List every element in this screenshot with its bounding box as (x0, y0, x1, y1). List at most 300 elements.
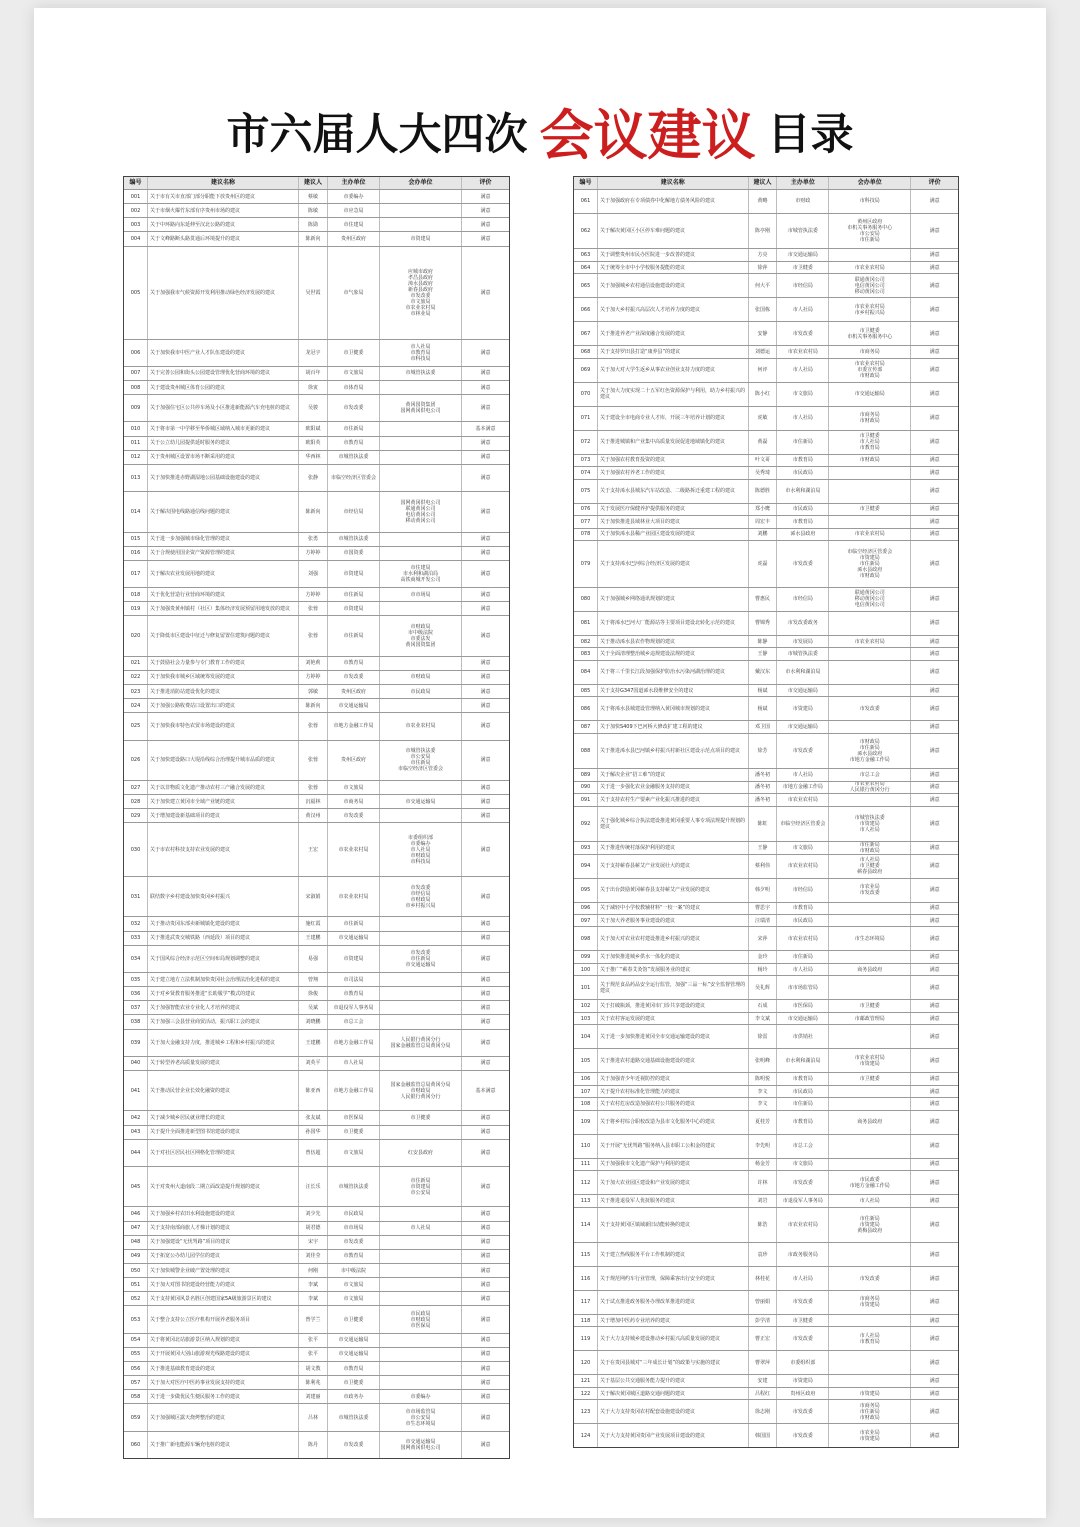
cell-host-unit: 市临空经济区管委会 (328, 465, 380, 491)
cell-evaluation: 满意 (929, 724, 940, 731)
cell-number: 101 (574, 976, 598, 999)
cell-number: 054 (124, 1334, 148, 1347)
cell-number: 056 (124, 1362, 148, 1375)
cell-number: 050 (124, 1264, 148, 1277)
cell-proposal-name: 关于推动贵冈东部卖新城镇化建设的建议 (148, 917, 299, 930)
cell-proposal-name: 关于转型养老高质量发展的建议 (148, 1057, 299, 1070)
cell-number: 010 (124, 422, 148, 435)
cell-host-unit: 市资建局 (777, 1375, 829, 1386)
cell-evaluation: 满意 (480, 1379, 491, 1386)
cell-proposer: 吴骏 (299, 395, 328, 421)
cell-evaluation: 满意 (929, 917, 940, 924)
cell-evaluation: 满意 (929, 488, 940, 495)
table-row (124, 1111, 509, 1125)
cell-co-units (380, 218, 462, 231)
cell-evaluation: 满意 (480, 1295, 491, 1302)
table-row (574, 359, 958, 383)
cell-number: 055 (124, 1348, 148, 1361)
cell-evaluation: 满意 (929, 560, 940, 567)
cell-host-unit: 市住新局 (328, 588, 380, 601)
cell-proposer: 胡百年 (299, 367, 328, 380)
cell-proposal-name: 关于加快我市特色农贸市场建设的建议 (148, 713, 299, 739)
cell-proposal-name: 关于推动浠水县农作物规划的建议 (598, 636, 749, 647)
table-row (124, 1030, 509, 1057)
cell-proposal-name: 关于完善公园和街头公园建设管理优化营商环境的建议 (148, 367, 299, 380)
header-proposal-name: 建议名称 (598, 177, 749, 189)
cell-number: 123 (574, 1400, 598, 1423)
cell-co-units: 市卫健委 市机关事务服务中心 (829, 322, 911, 345)
cell-number: 120 (574, 1351, 598, 1374)
cell-host-unit: 贵州区政府 (328, 232, 380, 245)
cell-host-unit: 市政务办 (328, 1390, 380, 1403)
cell-co-units: 市城管执法委 (380, 367, 462, 380)
cell-host-unit: 市城管执法委 (777, 214, 829, 248)
cell-proposer: 刘艳莉 (299, 657, 328, 670)
table-row (124, 381, 509, 395)
left-table (123, 176, 510, 1459)
cell-evaluation: 满意 (480, 193, 491, 200)
cell-number: 113 (574, 1195, 598, 1206)
cell-number: 094 (574, 855, 598, 878)
table-row (574, 190, 958, 214)
cell-host-unit: 市卫健委 (777, 262, 829, 273)
cell-evaluation: 基本满意 (475, 1087, 496, 1094)
cell-number: 019 (124, 602, 148, 615)
cell-number: 107 (574, 1086, 598, 1097)
title-part-1: 市六届人大四次 (226, 109, 528, 160)
cell-proposal-name: 关于推进退役军人优抚服务的建议 (598, 1195, 749, 1206)
cell-number: 009 (124, 395, 148, 421)
cell-evaluation: 满意 (929, 1161, 940, 1168)
cell-host-unit: 市住新局 (777, 431, 829, 454)
cell-number: 042 (124, 1111, 148, 1124)
cell-proposal-name: 关于鼓励社会力量参与专门教育工作的建议 (148, 657, 299, 670)
cell-co-units: 市交通运输局 国网黄冈供电公司 (380, 1432, 462, 1458)
cell-evaluation: 满意 (929, 439, 940, 446)
table-row (124, 809, 509, 823)
cell-proposer: 叶文哥 (749, 455, 778, 466)
cell-proposer: 刘少先 (299, 1207, 328, 1220)
cell-host-unit: 市农业农村局 (328, 823, 380, 876)
cell-number: 087 (574, 721, 598, 732)
cell-proposer: 汪瑞清 (749, 915, 778, 926)
cell-proposer: 张蓉 (299, 781, 328, 794)
cell-number: 031 (124, 877, 148, 916)
cell-proposal-name: 关于将浠水县城建设管理纳入黄冈城市规划的建议 (598, 697, 749, 720)
cell-host-unit: 市供销社 (777, 1025, 829, 1048)
cell-evaluation: 满意 (480, 1114, 491, 1121)
cell-number: 085 (574, 685, 598, 696)
cell-evaluation: 满意 (929, 198, 940, 205)
cell-proposer: 吴礼辉 (749, 976, 778, 999)
cell-co-units: 市生态环境局 (829, 927, 911, 950)
cell-host-unit: 市城管执法委 (328, 1404, 380, 1430)
table-row (574, 807, 958, 842)
cell-proposal-name: 关于发展医疗保健养护提供服务的建议 (598, 504, 749, 515)
table-row (574, 1424, 958, 1447)
cell-proposer: 陈利兆 (299, 1376, 328, 1389)
cell-proposer: 吴世霞 (299, 247, 328, 339)
cell-host-unit: 市司法局 (328, 973, 380, 986)
cell-number: 102 (574, 1000, 598, 1011)
page-title (0, 96, 1080, 166)
cell-evaluation: 满意 (480, 605, 491, 612)
table-row (574, 976, 958, 1000)
cell-number: 034 (124, 946, 148, 972)
cell-evaluation: 满意 (480, 688, 491, 695)
cell-host-unit: 市退役军人事务局 (777, 1195, 829, 1206)
cell-co-units (380, 1236, 462, 1249)
cell-host-unit: 市发改委 (777, 541, 829, 587)
cell-evaluation: 满意 (929, 469, 940, 476)
cell-host-unit: 贵州区政府 (328, 741, 380, 780)
cell-number: 068 (574, 346, 598, 357)
cell-proposer: 吕林 (299, 1404, 328, 1430)
cell-co-units: 市市场局 (380, 588, 462, 601)
cell-evaluation: 满意 (929, 349, 940, 356)
cell-number: 092 (574, 807, 598, 841)
cell-co-units: 市邮政管理局 (829, 1013, 911, 1024)
cell-host-unit: 市水利和湖泊局 (777, 1049, 829, 1072)
cell-proposer: 潘冬初 (749, 794, 778, 805)
cell-co-units: 商务县政府 (829, 964, 911, 975)
cell-number: 029 (124, 809, 148, 822)
cell-proposal-name: 关于基层公共交通服务能力提升的建议 (598, 1375, 749, 1386)
cell-proposer: 吴斌 (299, 1001, 328, 1014)
cell-host-unit: 市应急局 (328, 204, 380, 217)
cell-proposer: 张勇 (299, 533, 328, 546)
cell-co-units (829, 1025, 911, 1048)
cell-co-units (829, 976, 911, 999)
table-row (574, 1243, 958, 1267)
cell-number: 044 (124, 1140, 148, 1166)
table-row (124, 1140, 509, 1167)
cell-number: 021 (124, 657, 148, 670)
table-row (574, 431, 958, 455)
cell-host-unit: 市卫健委 (328, 1126, 380, 1139)
cell-number: 014 (124, 492, 148, 531)
table-row (574, 903, 958, 915)
cell-host-unit: 市发改委 (328, 809, 380, 822)
cell-evaluation: 满意 (480, 454, 491, 461)
cell-co-units: 商务县政府 (829, 1111, 911, 1134)
cell-proposer: 蔡敏 (299, 190, 328, 203)
cell-host-unit: 市政务服务局 (777, 1243, 829, 1266)
cell-co-units (380, 381, 462, 394)
table-row (124, 232, 509, 246)
cell-host-unit: 贵州区政府 (328, 685, 380, 698)
cell-proposal-name: 关于对社区居民社区网格化管理的建议 (148, 1140, 299, 1166)
cell-proposal-name: 关于加快推进城乡供水一体化的建议 (598, 951, 749, 962)
cell-co-units (380, 987, 462, 1000)
cell-host-unit: 市退役军人事务局 (328, 1001, 380, 1014)
cell-proposal-name: 关于开展黄冈大别山旅游观光线路建设的建议 (148, 1348, 299, 1361)
table-row (574, 383, 958, 407)
cell-proposal-name: 关于将市第一中学移至华侨城区域纳入城市更新的建议 (148, 422, 299, 435)
cell-evaluation: 满意 (929, 966, 940, 973)
cell-co-units: 市商务局 市财政局 (829, 407, 911, 430)
cell-proposer: 黄略 (749, 190, 778, 213)
cell-proposal-name: 关于加强青少年近视防控的建议 (598, 1073, 749, 1084)
cell-proposer: 易强 (299, 946, 328, 972)
cell-co-units (380, 533, 462, 546)
table-row (574, 734, 958, 769)
cell-proposal-name: 关于强化城乡综合执法建设推进黄冈重要人事专项法规提升规划的建议 (598, 807, 749, 841)
cell-host-unit: 市教育局 (777, 903, 829, 914)
cell-evaluation: 满意 (929, 1076, 940, 1083)
cell-evaluation: 基本满意 (475, 425, 496, 432)
cell-co-units: 市发改委 (829, 1267, 911, 1290)
cell-co-units: 市科技局 (829, 190, 911, 213)
cell-co-units (380, 465, 462, 491)
cell-proposal-name: 关于减轻中小学校教辅材料“一校一案”的建议 (598, 903, 749, 914)
cell-proposer: 陈新向 (299, 232, 328, 245)
cell-proposal-name: 关于加快浠水县稀产业园区建设发展的建议 (598, 529, 749, 540)
cell-proposer: 何刚 (299, 1264, 328, 1277)
cell-number: 066 (574, 298, 598, 321)
cell-evaluation: 满意 (929, 796, 940, 803)
cell-evaluation: 满意 (480, 1210, 491, 1217)
cell-proposer: 蔡利伟 (749, 855, 778, 878)
cell-proposal-name: 关于支持南部商旅人才梯计划的建议 (148, 1222, 299, 1235)
cell-co-units: 市总工会 (829, 769, 911, 780)
cell-host-unit: 市地方金融工作局 (328, 713, 380, 739)
cell-proposer: 夏桂芳 (749, 1111, 778, 1134)
cell-proposer: 宋宇 (299, 1236, 328, 1249)
cell-co-units: 市住新局 市资建局 黄梅县政府 (829, 1208, 911, 1242)
cell-co-units: 市农业农村局 市委宣传部 市财政局 (829, 359, 911, 382)
cell-number: 057 (124, 1376, 148, 1389)
cell-host-unit: 市人社局 (777, 407, 829, 430)
cell-proposer: 曾丽娟 (749, 1291, 778, 1314)
cell-co-units: 市农业农村局 (829, 529, 911, 540)
cell-host-unit: 市财政 (777, 190, 829, 213)
cell-evaluation: 满意 (929, 1003, 940, 1010)
table-row (574, 214, 958, 249)
cell-evaluation: 满意 (929, 367, 940, 374)
cell-host-unit: 市总工会 (328, 1015, 380, 1028)
cell-evaluation: 满意 (480, 1060, 491, 1067)
cell-host-unit: 市发改委 (328, 395, 380, 421)
cell-co-units (380, 1001, 462, 1014)
table-row (124, 657, 509, 671)
header-evaluation: 评价 (928, 179, 941, 186)
cell-proposer: 张蓉 (299, 602, 328, 615)
cell-host-unit: 市委编办 (328, 190, 380, 203)
cell-host-unit: 市文旅局 (777, 1159, 829, 1170)
cell-proposal-name: 关于加强建设“无忧驾路”项目的建议 (148, 1236, 299, 1249)
cell-proposal-name: 关于规范食品药品安全运行监管，加强“三品一标”安全监督管理的建议 (598, 976, 749, 999)
table-row (574, 1171, 958, 1195)
cell-proposal-name: 关于市农村科技支持农业发展的建议 (148, 823, 299, 876)
table-row (574, 915, 958, 927)
cell-number: 013 (124, 465, 148, 491)
cell-evaluation: 满意 (929, 1408, 940, 1415)
cell-co-units: 人民银行黄冈分行 国家金融监管总局黄冈分局 (380, 1030, 462, 1056)
cell-proposal-name: 关于农村危房改造加强农村公共服务的建议 (598, 1098, 749, 1109)
table-row (124, 932, 509, 946)
cell-proposer: 郭敏 (299, 685, 328, 698)
table-row (124, 1015, 509, 1029)
cell-number: 032 (124, 917, 148, 930)
table-row (574, 1400, 958, 1424)
cell-host-unit: 市农业农村局 (777, 346, 829, 357)
cell-host-unit: 市发改委政务 (777, 612, 829, 635)
cell-co-units: 市人社局 市教育局 市科技局 (380, 340, 462, 366)
cell-proposer: 陈亚西 (299, 1071, 328, 1110)
cell-host-unit: 市气象局 (328, 247, 380, 339)
cell-number: 039 (124, 1030, 148, 1056)
cell-host-unit: 市交通运输局 (777, 685, 829, 696)
cell-host-unit: 市交通运输局 (777, 721, 829, 732)
cell-host-unit: 市文旅局 (328, 1292, 380, 1305)
cell-proposal-name: 关于建立热线服务平台工作机制的建议 (598, 1243, 749, 1266)
cell-co-units (380, 1264, 462, 1277)
cell-evaluation: 满意 (480, 660, 491, 667)
cell-number: 097 (574, 915, 598, 926)
cell-proposer: 许林 (749, 1171, 778, 1194)
cell-co-units: 市发改委 市住新局 市交通运输局 (380, 946, 462, 972)
cell-number: 004 (124, 232, 148, 245)
cell-proposal-name: 关于解决围电线路通信线问题的建议 (148, 492, 299, 531)
cell-evaluation: 满意 (480, 723, 491, 730)
cell-host-unit: 市教育局 (328, 437, 380, 450)
cell-co-units: 黄冈国资集团 国网黄冈供电公司 (380, 395, 462, 421)
cell-host-unit: 市交通运输局 (328, 932, 380, 945)
table-row (574, 322, 958, 346)
cell-proposal-name: 关于增加建设新基础项目的建议 (148, 809, 299, 822)
cell-number: 115 (574, 1243, 598, 1266)
cell-co-units (380, 1362, 462, 1375)
cell-evaluation: 满意 (929, 264, 940, 271)
cell-evaluation: 满意 (480, 550, 491, 557)
cell-host-unit: 市卫健委 (328, 1376, 380, 1389)
cell-number: 091 (574, 794, 598, 805)
table-row (574, 842, 958, 854)
cell-host-unit: 市体育局 (328, 381, 380, 394)
cell-host-unit: 市发展局 (777, 636, 829, 647)
cell-host-unit: 市农业农村局 (777, 794, 829, 805)
table-row (574, 1073, 958, 1085)
cell-co-units: 市交通运输局 (380, 795, 462, 808)
table-row (574, 480, 958, 504)
cell-evaluation: 满意 (929, 1275, 940, 1282)
cell-evaluation: 满意 (480, 536, 491, 543)
cell-proposer: 袁珍 (749, 1243, 778, 1266)
cell-number: 043 (124, 1126, 148, 1139)
cell-proposal-name: 关于解决企业“招工难”的建议 (598, 769, 749, 780)
cell-number: 104 (574, 1025, 598, 1048)
cell-host-unit: 浠水县政府 (777, 529, 829, 540)
cell-co-units: 市农业农村局 (829, 262, 911, 273)
cell-number: 045 (124, 1167, 148, 1206)
cell-proposer: 何评 (749, 359, 778, 382)
cell-co-units: 市财政局 (829, 455, 911, 466)
cell-number: 108 (574, 1098, 598, 1109)
cell-number: 022 (124, 671, 148, 684)
cell-proposal-name: 关于建设贵州城区体育公园的建议 (148, 381, 299, 394)
table-row (574, 855, 958, 879)
cell-evaluation: 满意 (929, 651, 940, 658)
table-row (574, 1327, 958, 1351)
cell-proposal-name: 关于中环路向东延伸至汉北公路的建议 (148, 218, 299, 231)
cell-proposal-name: 关于推进农村道路交通基础设施建设的建议 (598, 1049, 749, 1072)
cell-number: 046 (124, 1207, 148, 1220)
cell-co-units (829, 1086, 911, 1097)
cell-evaluation: 满意 (929, 1359, 940, 1366)
cell-evaluation: 满意 (929, 1299, 940, 1306)
cell-proposal-name: 关于整合支持公立医疗机构开展养老服务项目 (148, 1306, 299, 1332)
cell-host-unit: 市民政局 (777, 915, 829, 926)
cell-host-unit: 市民政局 (777, 504, 829, 515)
cell-evaluation: 满意 (480, 1337, 491, 1344)
cell-number: 078 (574, 529, 598, 540)
table-row (124, 1057, 509, 1071)
table-row (124, 741, 509, 781)
cell-proposer: 刘英平 (299, 1057, 328, 1070)
table-row (574, 1375, 958, 1387)
cell-co-units (829, 612, 911, 635)
cell-co-units (829, 1159, 911, 1170)
cell-proposal-name: 关于将浠水巴河大厂能源站等主要项目建设北转化示范的建议 (598, 612, 749, 635)
table-row (124, 1222, 509, 1236)
cell-evaluation: 满意 (480, 221, 491, 228)
cell-number: 026 (124, 741, 148, 780)
cell-proposer: 张蓉 (299, 616, 328, 655)
cell-proposer: 邓卫国 (749, 721, 778, 732)
cell-proposer: 安建 (749, 1375, 778, 1386)
cell-evaluation: 满意 (480, 508, 491, 515)
table-row (124, 437, 509, 451)
cell-number: 121 (574, 1375, 598, 1386)
cell-evaluation: 满意 (929, 1251, 940, 1258)
cell-evaluation: 满意 (480, 893, 491, 900)
cell-proposal-name: 关于加快推进县域林业大项目的建议 (598, 516, 749, 527)
header-proposal-name: 建议名称 (148, 177, 299, 189)
table-row (124, 917, 509, 931)
table-row (124, 1292, 509, 1306)
cell-number: 020 (124, 616, 148, 655)
cell-proposal-name: 关于解决农业发展用地的建议 (148, 561, 299, 587)
cell-host-unit: 市医保局 (777, 1000, 829, 1011)
cell-proposer: 张友斌 (299, 1111, 328, 1124)
cell-co-units: 市城管执法委 市资建局 市人社局 (829, 807, 911, 841)
cell-co-units: 市临空经济区管委会 市资建局 市住新局 浠水县政府 市财政局 (829, 541, 911, 587)
table-row (574, 1159, 958, 1171)
cell-number: 089 (574, 769, 598, 780)
cell-proposal-name: 关于加大对图书馆建设经营能力的建议 (148, 1278, 299, 1291)
cell-number: 116 (574, 1267, 598, 1290)
table-row (574, 529, 958, 541)
cell-co-units (829, 903, 911, 914)
cell-host-unit: 市民政局 (777, 1086, 829, 1097)
cell-evaluation: 满意 (480, 591, 491, 598)
cell-co-units (380, 451, 462, 464)
table-row (124, 1404, 509, 1431)
cell-co-units: 市发改委 市经信局 市财政局 市乡村振兴局 (380, 877, 462, 916)
cell-number: 001 (124, 190, 148, 203)
cell-evaluation: 满意 (929, 669, 940, 676)
table-row (574, 1195, 958, 1207)
cell-evaluation: 满意 (929, 531, 940, 538)
cell-number: 030 (124, 823, 148, 876)
cell-co-units: 市农业农村局 (829, 636, 911, 647)
cell-evaluation: 满意 (929, 1101, 940, 1107)
cell-evaluation: 满意 (929, 1119, 940, 1126)
cell-proposal-name: 关于建立地方立法机制加快贵冈社会治理法治化进程的建议 (148, 973, 299, 986)
cell-number: 073 (574, 455, 598, 466)
cell-proposal-name: 关于优化营造行业营商环境的建议 (148, 588, 299, 601)
